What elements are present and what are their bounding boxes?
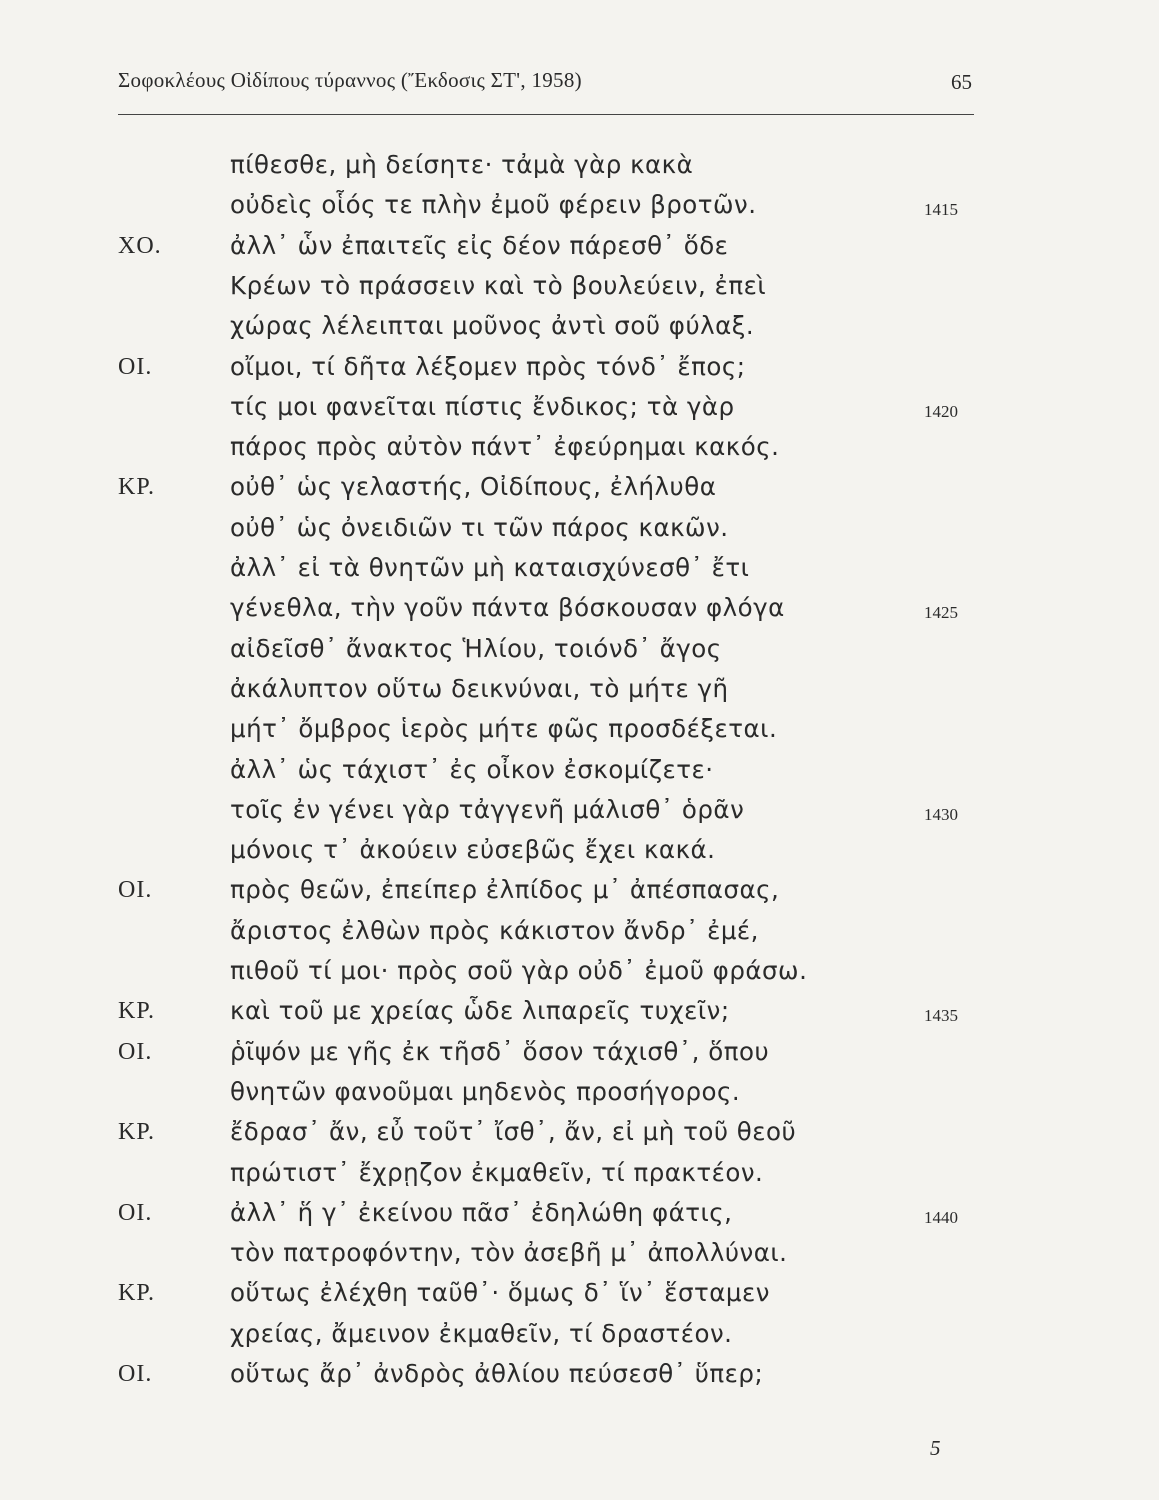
- line-number: 1425: [924, 603, 958, 623]
- verse-line: [0, 634, 1159, 674]
- verse-text-line: πιθοῦ τί μοι· πρὸς σοῦ γὰρ οὐδ᾽ ἐμοῦ φράσω.: [230, 956, 808, 985]
- speaker-label: ΟΙ.: [118, 1038, 153, 1065]
- verse-line: [0, 835, 1159, 875]
- running-title: Σοφοκλέους Οἰδίπους τύραννος (Ἔκδοσις ΣΤ', 1958): [118, 68, 582, 92]
- page-number: 65: [951, 70, 972, 94]
- verse-line: [0, 1037, 1159, 1077]
- verse-line: [0, 271, 1159, 311]
- verse-line: [0, 1077, 1159, 1117]
- verse-line: [0, 1319, 1159, 1359]
- verse-line: [0, 1278, 1159, 1318]
- verse-line: [0, 432, 1159, 472]
- speaker-label: ΚΡ.: [118, 1119, 156, 1146]
- line-number: 1420: [924, 401, 958, 421]
- speaker-label: ΟΙ.: [118, 1199, 153, 1226]
- line-number: 1435: [924, 1006, 958, 1026]
- verse-line: [0, 392, 1159, 432]
- verse-text-line: ἀλλ᾽ ὡς τάχιστ᾽ ἐς οἶκον ἐσκομίζετε·: [230, 754, 714, 784]
- verse-text-line: ἀλλ᾽ εἰ τὰ θνητῶν μὴ καταισχύνεσθ᾽ ἔτι: [230, 553, 750, 582]
- verse-text-line: οὐδεὶς οἷός τε πλὴν ἐμοῦ φέρειν βροτῶν.: [230, 190, 757, 220]
- verse-text-line: καὶ τοῦ με χρείας ὧδε λιπαρεῖς τυχεῖν;: [230, 996, 730, 1026]
- verse-text-line: χώρας λέλειπται μοῦνος ἀντὶ σοῦ φύλαξ.: [230, 311, 755, 341]
- speaker-label: ΚΡ.: [118, 998, 156, 1025]
- verse-text-line: οὕτως ἄρ᾽ ἀνδρὸς ἀθλίου πεύσεσθ᾽ ὕπερ;: [230, 1359, 764, 1388]
- verse-text-line: πρώτιστ᾽ ἔχρῃζον ἐκμαθεῖν, τί πρακτέον.: [230, 1157, 764, 1187]
- line-number: 1440: [924, 1207, 958, 1227]
- verse-text-line: αἰδεῖσθ᾽ ἄνακτος Ἡλίου, τοιόνδ᾽ ἄγος: [230, 633, 722, 663]
- verse-line: [0, 795, 1159, 835]
- verse-text-line: ἀκάλυπτον οὕτω δεικνύναι, τὸ μήτε γῆ: [230, 673, 729, 703]
- verse-line: [0, 190, 1159, 230]
- page-header: [118, 68, 974, 115]
- verse-line: [0, 1198, 1159, 1238]
- line-number: 1415: [924, 200, 958, 220]
- verse-line: [0, 714, 1159, 754]
- verse-text-line: οἴμοι, τί δῆτα λέξομεν πρὸς τόνδ᾽ ἔπος;: [230, 351, 746, 381]
- verse-text-line: οὐθ᾽ ὡς γελαστής, Οἰδίπους, ἐλήλυθα: [230, 472, 717, 502]
- speaker-label: ΟΙ.: [118, 877, 153, 904]
- verse-text-line: οὐθ᾽ ὡς ὀνειδιῶν τι τῶν πάρος κακῶν.: [230, 512, 729, 542]
- verse-text-line: μόνοις τ᾽ ἀκούειν εὐσεβῶς ἔχει κακά.: [230, 835, 716, 865]
- verse-line: [0, 231, 1159, 271]
- verse-text-line: πρὸς θεῶν, ἐπείπερ ἐλπίδος μ᾽ ἀπέσπασας,: [230, 875, 780, 905]
- verse-text-line: ῥῖψόν με γῆς ἐκ τῆσδ᾽ ὅσον τάχισθ᾽, ὅπου: [230, 1036, 770, 1066]
- verse-line: [0, 916, 1159, 956]
- speaker-label: ΟΙ.: [118, 1361, 153, 1387]
- verse-text-line: μήτ᾽ ὄμβρος ἱερὸς μήτε φῶς προσδέξεται.: [230, 714, 778, 744]
- verse-line: [0, 352, 1159, 392]
- verse-line: [0, 996, 1159, 1036]
- verse-text-line: γένεθλα, τὴν γοῦν πάντα βόσκουσαν φλόγα: [230, 593, 785, 623]
- verse-text-line: ἄριστος ἐλθὼν πρὸς κάκιστον ἄνδρ᾽ ἐμέ,: [230, 915, 759, 945]
- verse-line: [0, 472, 1159, 512]
- verse-text-line: πάρος πρὸς αὐτὸν πάντ᾽ ἐφεύρημαι κακός.: [230, 432, 780, 462]
- line-number: 1430: [924, 804, 958, 824]
- verse-text-line: ἀλλ᾽ ἥ γ᾽ ἐκείνου πᾶσ᾽ ἐδηλώθη φάτις,: [230, 1197, 733, 1227]
- verse-text-line: πίθεσθε, μὴ δείσητε· τἀμὰ γὰρ κακὰ: [230, 150, 694, 179]
- verse-text-line: ἔδρασ᾽ ἄν, εὖ τοῦτ᾽ ἴσθ᾽, ἄν, εἰ μὴ τοῦ θεοῦ: [230, 1117, 797, 1147]
- verse-text-line: οὕτως ἐλέχθη ταῦθ᾽· ὅμως δ᾽ ἵν᾽ ἕσταμεν: [230, 1278, 770, 1308]
- verse-text-line: χρείας, ἄμεινον ἐκμαθεῖν, τί δραστέον.: [230, 1318, 733, 1348]
- verse-line: [0, 674, 1159, 714]
- verse-line: [0, 1158, 1159, 1198]
- verse-text-line: θνητῶν φανοῦμαι μηδενὸς προσήγορος.: [230, 1076, 741, 1106]
- verse-line: [0, 755, 1159, 795]
- verse-line: [0, 513, 1159, 553]
- verse-line: [0, 150, 1159, 190]
- verse-line: [0, 1359, 1159, 1399]
- speaker-label: ΚΡ.: [118, 1280, 156, 1307]
- speaker-label: ΟΙ.: [118, 353, 153, 380]
- verse-line: [0, 956, 1159, 996]
- verse-text-line: Κρέων τὸ πράσσειν καὶ τὸ βουλεύειν, ἐπεὶ: [230, 270, 767, 300]
- verse-line: [0, 553, 1159, 593]
- verse-line: [0, 1238, 1159, 1278]
- speaker-label: ΧΟ.: [118, 232, 162, 259]
- verse-line: [0, 593, 1159, 633]
- verse-line: [0, 311, 1159, 351]
- signature-mark: 5: [930, 1436, 941, 1460]
- verse-text-line: ἀλλ᾽ ὧν ἐπαιτεῖς εἰς δέον πάρεσθ᾽ ὅδε: [230, 230, 729, 260]
- verse-text-line: τοῖς ἐν γένει γὰρ τἀγγενῆ μάλισθ᾽ ὁρᾶν: [230, 794, 745, 824]
- verse-text-line: τὸν πατροφόντην, τὸν ἀσεβῆ μ᾽ ἀπολλύναι.: [230, 1238, 788, 1268]
- speaker-label: ΚΡ.: [118, 474, 156, 501]
- verse-line: [0, 1117, 1159, 1157]
- verse-text-line: τίς μοι φανεῖται πίστις ἔνδικος; τὰ γὰρ: [230, 391, 735, 421]
- verse-line: [0, 875, 1159, 915]
